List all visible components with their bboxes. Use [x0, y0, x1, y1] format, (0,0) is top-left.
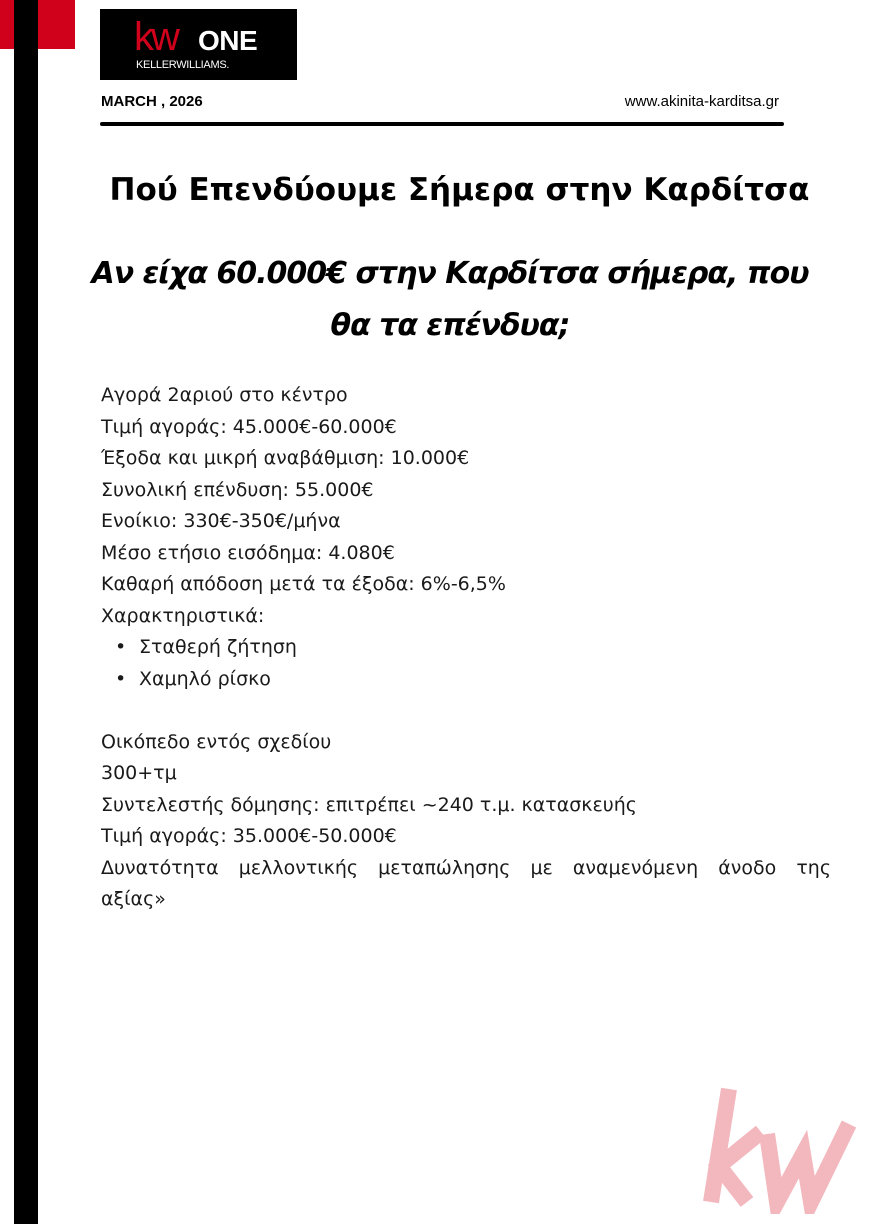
option2-heading: Οικόπεδο εντός σχεδίου — [101, 730, 332, 753]
subtitle-line-2: θα τα επένδυα; — [330, 308, 570, 343]
subtitle-line-1: Αν είχα 60.000€ στην Καρδίτσα σήμερα, που — [91, 256, 809, 291]
header-divider — [100, 122, 784, 126]
option2-resale: Δυνατότητα μελλοντικής μεταπώλησης με αναμενόμενη άνοδο της αξίας» — [101, 856, 831, 910]
corner-red-square-right — [38, 0, 75, 49]
left-black-bar — [14, 0, 38, 1224]
option1-total: Συνολική επένδυση: 55.000€ — [101, 478, 374, 501]
option1-yield: Καθαρή απόδοση μετά τα έξοδα: 6%-6,5% — [101, 573, 506, 595]
page-subtitle — [60, 248, 840, 352]
logo-one-text: ONE — [198, 25, 258, 56]
watermark-w — [767, 1124, 849, 1202]
option1-income: Μέσο ετήσιο εισόδημα: 4.080€ — [101, 541, 395, 564]
list-item: • Χαμηλό ρίσκο — [101, 664, 831, 696]
option1-features-label: Χαρακτηριστικά: — [101, 604, 265, 627]
option2-area: 300+τμ — [101, 762, 177, 784]
section-spacer — [101, 695, 831, 727]
option1-costs: Έξοδα και μικρή αναβάθμιση: 10.000€ — [101, 447, 470, 469]
kw-watermark-logo — [699, 1084, 859, 1214]
option1-rent: Ενοίκιο: 330€-350€/μήνα — [101, 510, 341, 532]
page-title: Πού Επενδύουμε Σήμερα στην Καρδίτσα — [109, 172, 810, 208]
option2-price: Τιμή αγοράς: 35.000€-50.000€ — [101, 825, 397, 847]
option1-heading: Αγορά 2αριού στο κέντρο — [101, 384, 348, 406]
kw-one-logo — [100, 9, 297, 80]
option2-coefficient: Συντελεστής δόμησης: επιτρέπει ~240 τ.μ. κατασκευής — [101, 793, 637, 816]
option1-price: Τιμή αγοράς: 45.000€-60.000€ — [101, 415, 397, 438]
website-url: www.akinita-karditsa.gr — [624, 93, 779, 110]
issue-date: MARCH , 2026 — [101, 93, 203, 110]
logo-kw-mark: kw — [134, 15, 177, 59]
logo-kellerwilliams-text: KELLERWILLIAMS. — [136, 59, 230, 71]
list-item: • Σταθερή ζήτηση — [101, 632, 831, 664]
investment-options — [101, 380, 831, 916]
